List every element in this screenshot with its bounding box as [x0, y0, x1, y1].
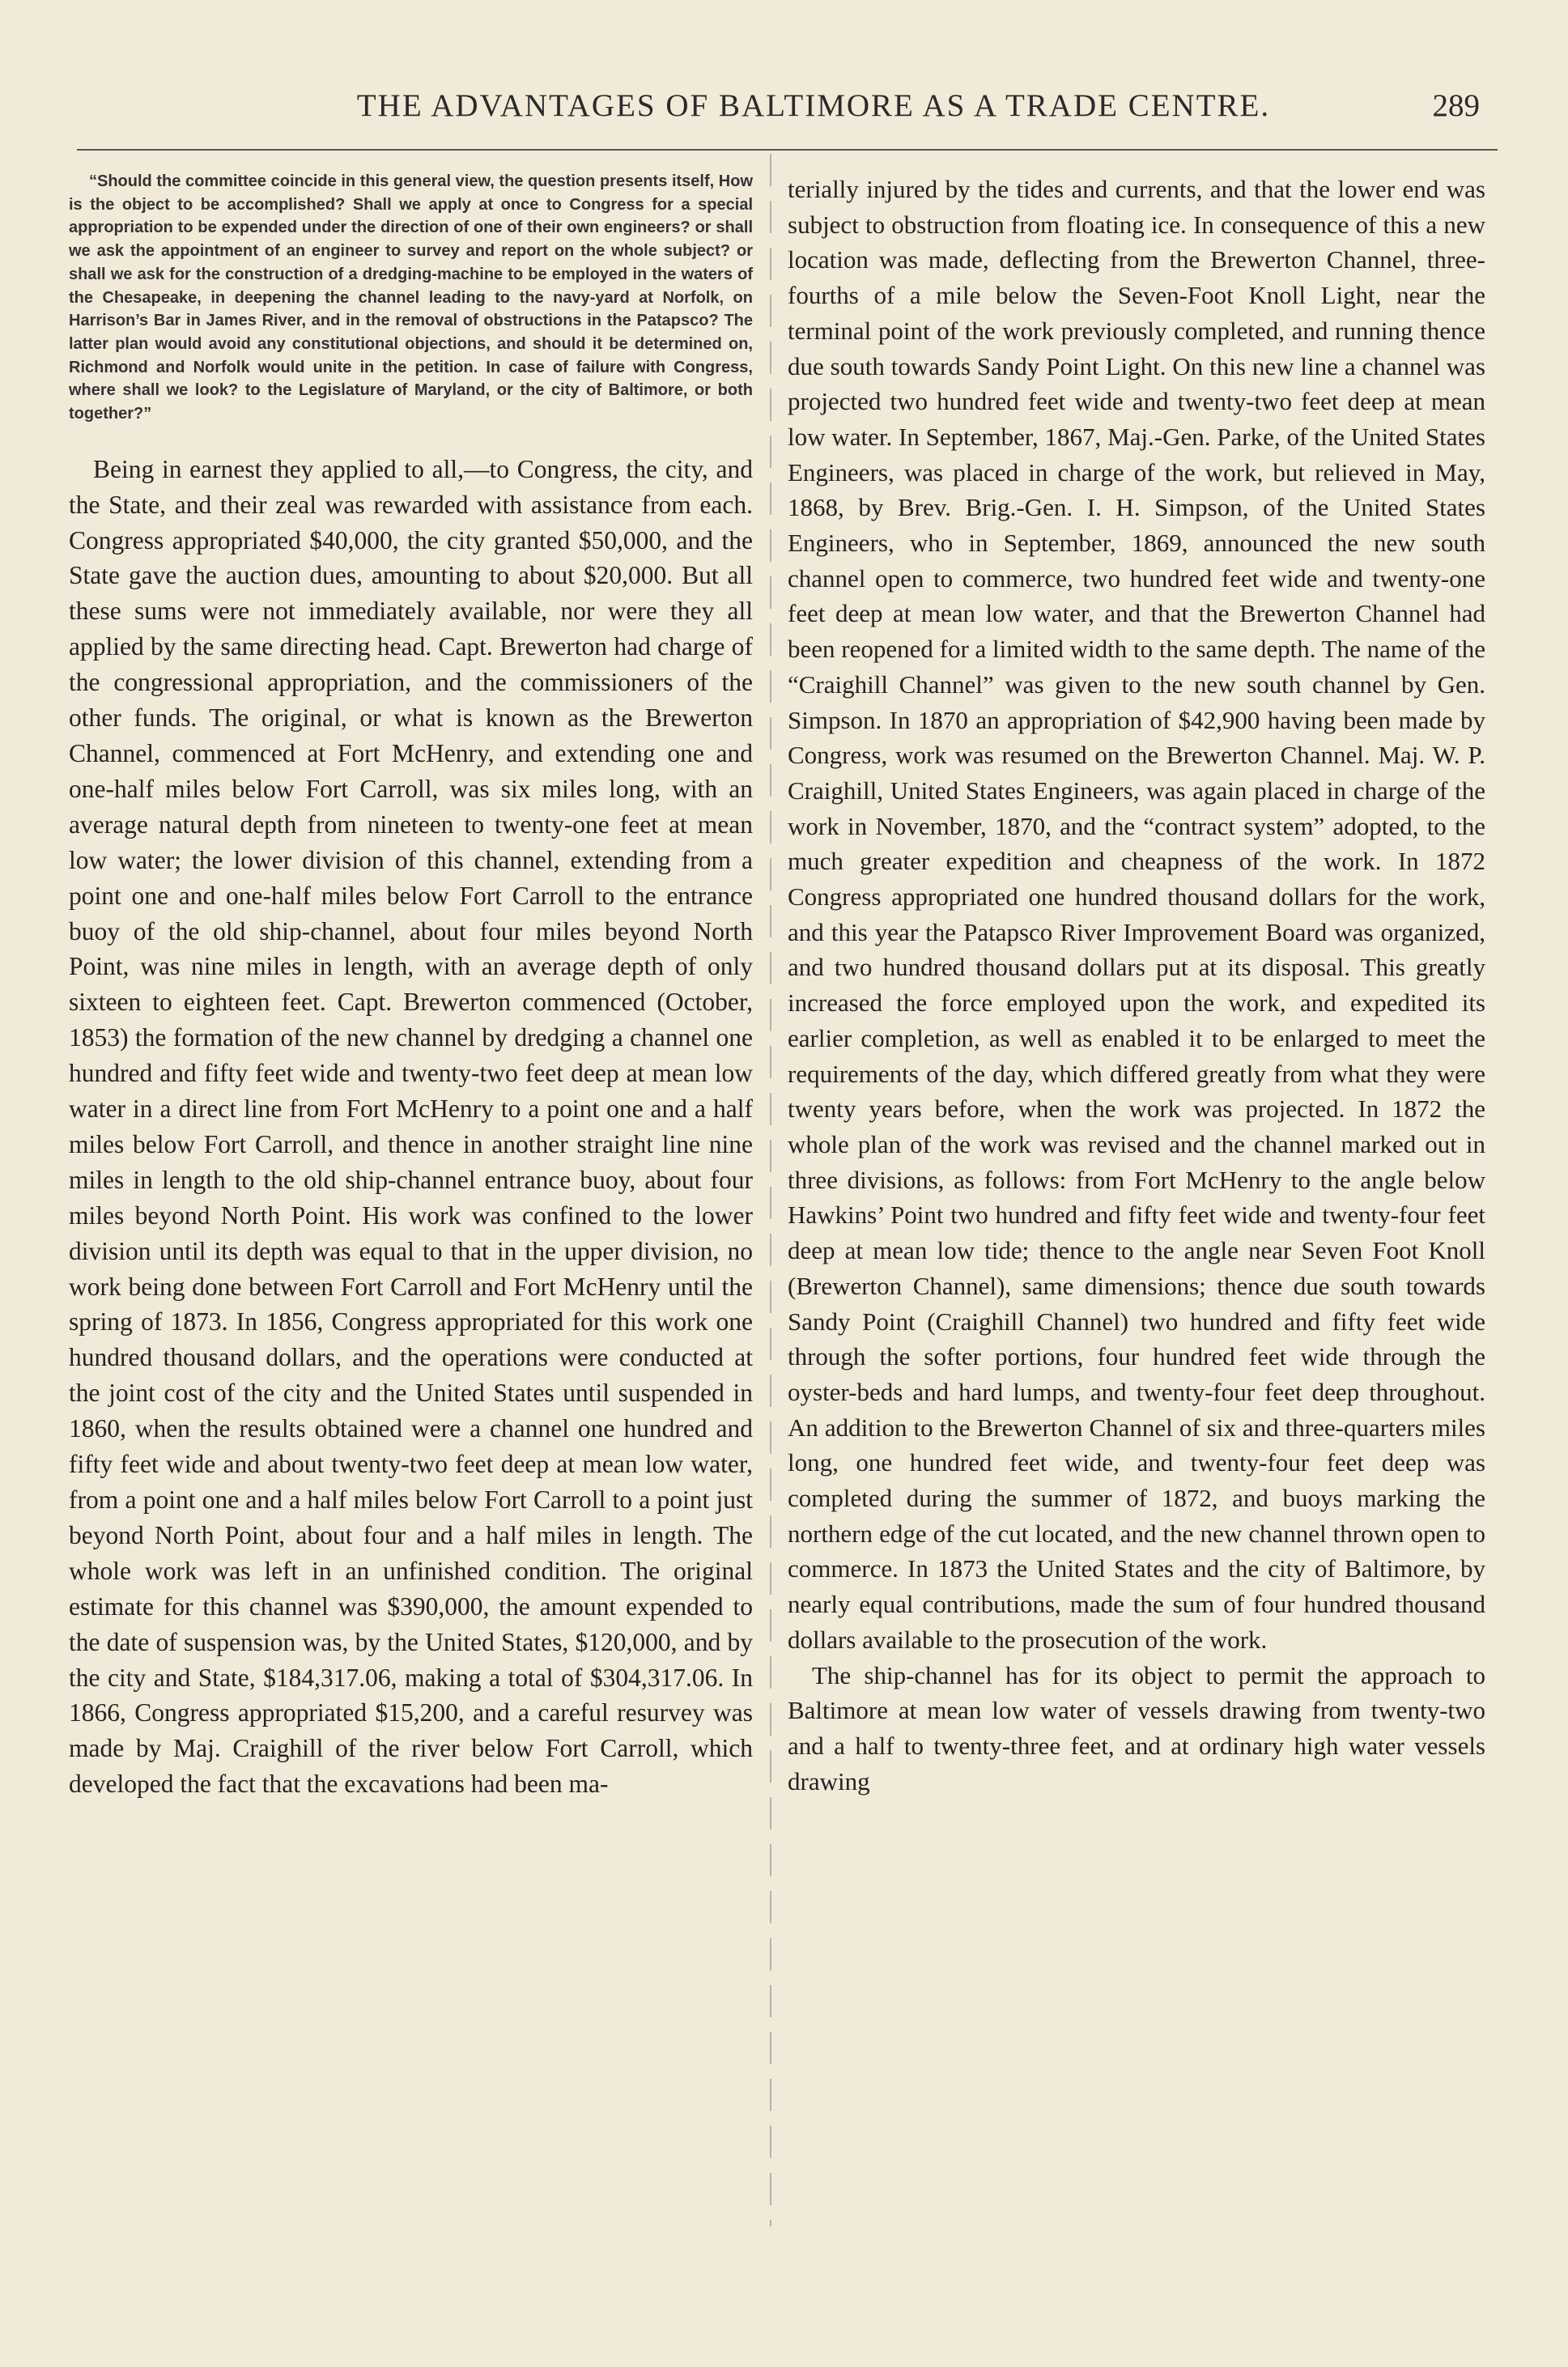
- quote-text: “Should the committee coincide in this general view, the question presents itself, How is the object to be accomplished? Shall we apply at once to Congress for a special appropriation to be expended under the direction of one of their own engineers? or shall we ask the appointment of an engineer to survey and report on the whole subject? or shall we ask for the construction of a dredging-machine to be employed in the waters of the Chesapeake, in deepening the channel leading to the navy-yard at Norfolk, on Harrison’s Bar in James River, and in the removal of obstructions in the Patapsco? The latter plan would avoid any constitutional objections, and should it be determined on, Richmond and Norfolk would unite in the petition. In case of failure with Congress, where shall we look? to the Legislature of Maryland, or the city of Baltimore, or both together?”: [69, 172, 753, 423]
- block-quote: [69, 170, 753, 426]
- page-header: [77, 87, 1498, 136]
- left-body: [69, 452, 753, 1802]
- left-column: [69, 170, 753, 1802]
- body-paragraph: The ship-channel has for its object to permit the approach to Baltimore at mean low water of vessels drawing from twenty-two and a half to twenty-three feet, and at ordinary high water vessels drawing: [788, 1660, 1485, 1795]
- running-title: THE ADVANTAGES OF BALTIMORE AS A TRADE CENTRE.: [356, 88, 1271, 123]
- body-paragraph-continued: terially injured by the tides and currents, and that the lower end was subject to obstruction from floating ice. In consequence of this a new location was made, deflecting from the Brewerton Channel, three-fourths of a mile below the Seven-Foot Knoll Light, near the terminal point of the work previously completed, and running thence due south towards Sandy Point Light. On this new line a channel was projected two hundred feet wide and twenty-two feet deep at mean low water. In September, 1867, Maj.-Gen. Parke, of the United States Engineers, was placed in charge of the work, but relieved in May, 1868, by Brev. Brig.-Gen. I. H. Simpson, of the United States Engineers, who in September, 1869, announced the new south channel open to commerce, two hundred feet wide and twenty-one feet deep at mean low water, and that the Brewerton Channel had been reopened for a limited width to the same depth. The name of the “Craighill Channel” was given to the new south channel by Gen. Simpson. In 1870 an appropriation of $42,900 having been made by Congress, work was resumed on the Brewerton Channel. Maj. W. P. Craighill, United States Engineers, was again placed in charge of the work in November, 1870, and the “contract system” adopted, to the much greater expedition and cheapness of the work. In 1872 Congress appropriated one hundred thousand dollars for the work, and this year the Patapsco River Improvement Board was organized, and two hundred thousand dollars put at its disposal. This greatly increased the force employed upon the work, and expedited its earlier completion, as well as enabled it to be enlarged to meet the requirements of the day, which differed greatly from what they were twenty years before, when the work was projected. In 1872 the whole plan of the work was revised and the channel marked out in three divisions, as follows: from Fort McHenry to the angle below Hawkins’ Point two hundred and fifty feet wide and twenty-four feet deep at mean low tide; thence to the angle near Seven Foot Knoll (Brewerton Channel), same dimensions; thence due south towards Sandy Point (Craighill Channel) two hundred and fifty feet wide through the softer portions, four hundred feet wide through the oyster-beds and hard lumps, and twenty-four feet deep throughout. An addition to the Brewerton Channel of six and three-quarters miles long, one hundred feet wide, and twenty-four feet deep was completed during the summer of 1872, and buoys marking the northern edge of the cut located, and the new channel thrown open to commerce. In 1873 the United States and the city of Baltimore, by nearly equal contributions, made the sum of four hundred thousand dollars available to the prosecution of the work.: [788, 175, 1485, 1654]
- right-body: [788, 172, 1485, 1799]
- body-paragraph: Being in earnest they applied to all,—to Congress, the city, and the State, and their zeal was rewarded with assistance from each. Congress appropriated $40,000, the city granted $50,000, and the State gave the auction dues, amounting to about $20,000. But all these sums were not immediately available, nor were they all applied by the same directing head. Capt. Brewerton had charge of the congressional appropriation, and the commissioners of the other funds. The original, or what is known as the Brewerton Channel, commenced at Fort McHenry, and extending one and one-half miles below Fort Carroll, was six miles long, with an average natural depth from nineteen to twenty-one feet at mean low water; the lower division of this channel, extending from a point one and one-half miles below Fort Carroll to the entrance buoy of the old ship-channel, about four miles beyond North Point, was nine miles in length, with an average depth of only sixteen to eighteen feet. Capt. Brewerton commenced (October, 1853) the formation of the new channel by dredging a channel one hundred and fifty feet wide and twenty-two feet deep at mean low water in a direct line from Fort McHenry to a point one and a half miles below Fort Carroll, and thence in another straight line nine miles in length to the old ship-channel entrance buoy, about four miles beyond North Point. His work was confined to the lower division until its depth was equal to that in the upper division, no work being done between Fort Carroll and Fort McHenry until the spring of 1873. In 1856, Congress appropriated for this work one hundred thousand dollars, and the operations were conducted at the joint cost of the city and the United States until suspended in 1860, when the results obtained were a channel one hundred and fifty feet wide and about twenty-two feet deep at mean low water, from a point one and a half miles below Fort Carroll to a point just beyond North Point, about four and a half miles in length. The whole work was left in an unfinished condition. The original estimate for this channel was $390,000, the amount expended to the date of suspension was, by the United States, $120,000, and by the city and State, $184,317.06, making a total of $304,317.06. In 1866, Congress appropriated $15,200, and a careful resurvey was made by Maj. Craighill of the river below Fort Carroll, which developed the fact that the excavations had been ma-: [69, 454, 753, 1799]
- right-column: [788, 172, 1485, 1799]
- page-number: 289: [1432, 88, 1480, 123]
- column-divider: [770, 154, 771, 2226]
- header-rule: [77, 149, 1498, 151]
